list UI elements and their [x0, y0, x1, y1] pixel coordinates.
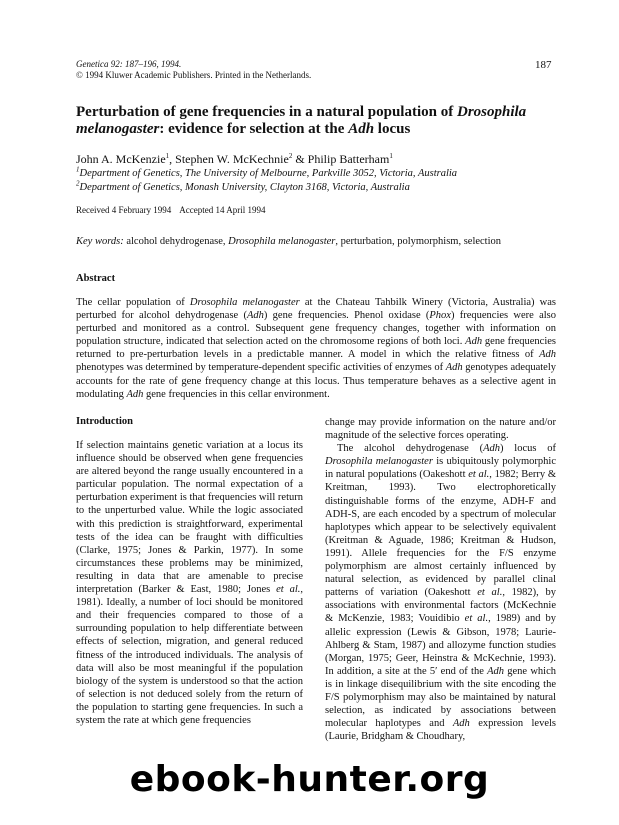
paper-title [76, 104, 556, 138]
title-part1: Perturbation of gene frequencies in a natural population of [76, 104, 457, 120]
author-1-sup: 1 [165, 152, 170, 160]
abstract-s12: Adh [445, 362, 463, 374]
abstract-heading: Abstract [76, 273, 116, 284]
intro-column-1 [76, 439, 303, 727]
col2-e: is ubiquitously polymorphic in natural populations (Oakeshott [325, 456, 556, 481]
col2-c: ) locus of [500, 443, 556, 455]
affiliation-2 [76, 179, 410, 193]
affiliation-2-sup: 2 [76, 179, 80, 188]
col2-n: Adh [452, 718, 470, 730]
title-species: Drosophila melanogaster [76, 104, 527, 137]
journal-copyright: © 1994 Kluwer Academic Publishers. Printed in the Netherlands. [76, 70, 312, 80]
keywords-species: Drosophila melanogaster [228, 236, 336, 247]
abstract-s13: genotypes adequately accounts for the rate of gene frequency change at this locus. Thus temperature behaves as a selective agent in modulating [76, 362, 556, 400]
col2-g: , 1982; Berry & Kreitman, 1993). Two electrophoretically distinguishable forms of the enzyme, ADH-F and ADH-S, are each encoded by a spectrum of molecular haplotypes which appear to be selectively equivalent (Kreitman & Aguade, 1986; Kreitman & Hudson, 1991). Allele frequencies for the F/S enzyme polymorphism are almost certainly influenced by natural selection, as evidenced by parallel clinal patterns of variation (Oakeshott [325, 469, 557, 599]
keywords [76, 236, 556, 247]
affiliation-2-text: Department of Genetics, Monash University, Clayton 3168, Victoria, Australia [79, 182, 410, 193]
author-1: John A. McKenzie [76, 152, 166, 166]
abstract-s2: Drosophila melanogaster [189, 297, 300, 308]
author-2: , Stephen W. McKechnie [169, 152, 289, 166]
author-list [76, 152, 393, 167]
author-3: & Philip Batterham [292, 152, 390, 166]
abstract-s6: Phox [429, 310, 451, 322]
journal-header [76, 59, 311, 81]
abstract-s4: Adh [246, 310, 264, 322]
col2-j: et al. [464, 613, 489, 625]
keywords-t3: , perturbation, polymorphism, selection [335, 236, 502, 247]
abstract-s15: gene frequencies in this cellar environment. [143, 388, 330, 400]
affiliation-1-sup: 1 [76, 165, 80, 174]
affiliation-1 [76, 165, 458, 179]
received-date: Received 4 February 1994 [76, 205, 172, 215]
col1-t1: If selection maintains genetic variation at a locus its influence should be observed when gene frequencies are altered beyond the range usually encountered in a particular population. The normal expectation of a perturbation experiment is that frequencies will return to the unperturbed value. While the logic associated with this prediction is straightforward, experimental tests of the idea can be fraught with difficulties (Clarke, 1975; Jones & Parkin, 1977). In some circumstances these problems may be minimized, resulting in data that are amenable to precise interpretation (Barker & East, 1980; Jones [76, 440, 303, 596]
author-2-sup: 2 [288, 152, 293, 160]
col1-t2: et al. [276, 584, 301, 596]
abstract-text [76, 296, 556, 401]
col1-t3: , 1981). Ideally, a number of loci should be monitored and their frequencies compared to those of a surrounding population to help differentiate between effects of selection, migration, and general reduced fitness of the introduced individuals. The analysis of data will also be most meaningful if the population biology of the system is understood so that the action of selection is not deduced solely from the return of the population to starting gene frequencies. In such a system the rate at which gene frequencies [76, 584, 303, 726]
col2-l: Adh [487, 665, 505, 677]
keywords-t1: alcohol dehydrogenase, [123, 236, 229, 247]
abstract-s14: Adh [126, 388, 144, 400]
col2-a: The alcohol dehydrogenase ( [337, 443, 484, 455]
title-part2: : evidence for selection at the [159, 121, 349, 137]
col2-m: gene which is in linkage disequilibrium with the site encoding the F/S polymorphism may also be maintained by natural selection, as indicated by associations between molecular haplotypes and [325, 665, 556, 730]
abstract-s11: phenotypes was determined by temperature-dependent specific activities of enzymes of [76, 362, 446, 374]
abstract-s1: The cellar population of [76, 297, 190, 308]
col2-d: Drosophila melanogaster [325, 456, 433, 468]
abstract-s5: ) gene frequencies. Phenol oxidase ( [263, 310, 430, 322]
abstract-s8: Adh [465, 336, 483, 348]
affiliation-1-text: Department of Genetics, The University of Melbourne, Parkville 3052, Victoria, Australia [79, 168, 458, 179]
col2-o: expression levels (Laurie, Bridgham & Choudhary, [325, 718, 556, 743]
keywords-label: Key words: [76, 236, 124, 247]
introduction-heading: Introduction [76, 416, 133, 427]
accepted-date: Accepted 14 April 1994 [179, 205, 266, 215]
title-part3: locus [374, 121, 411, 137]
col2-k: , 1989) and by allelic expression (Lewis & Gibson, 1978; Laurie-Ahlberg & Stam, 1987) and allozyme function studies (Morgan, 1975; Geer, Heinstra & McKechnie, 1993). In addition, a site at the 5′ end of the [325, 613, 556, 677]
col2-i: , 1982), by associations with environmental factors (McKechnie & McKenzie, 1983; Vouidibio [325, 587, 557, 625]
col2-para1: change may provide information on the nature and/or magnitude of the selective forces operating. [325, 417, 556, 442]
dates [76, 205, 265, 215]
col2-f: et al. [468, 469, 490, 481]
author-3-sup: 1 [389, 152, 393, 160]
journal-citation: Genetica 92: 187–196, 1994. [76, 59, 182, 69]
page-number: 187 [535, 59, 552, 71]
col2-b: Adh [483, 443, 500, 455]
abstract-s7: ) frequencies were also perturbed and monitored as a control. Subsequent gene frequency changes, together with information on population structure, indicated that selection acted on the chromosome regions of both loci. [76, 310, 556, 348]
watermark-text: ebook-hunter.org [129, 759, 490, 800]
title-locus: Adh [348, 121, 375, 137]
col2-para2 [325, 442, 556, 743]
intro-column-2 [325, 416, 556, 743]
col2-h: et al. [477, 587, 503, 599]
abstract-s3: at the Chateau Tahbilk Winery (Victoria, Australia) was perturbed for alcohol dehydrogenase ( [76, 297, 556, 322]
abstract-s9: gene frequencies returned to pre-perturbation levels in a predictable manner. A model in which the relative fitness of [76, 336, 556, 361]
abstract-s10: Adh [539, 349, 556, 361]
